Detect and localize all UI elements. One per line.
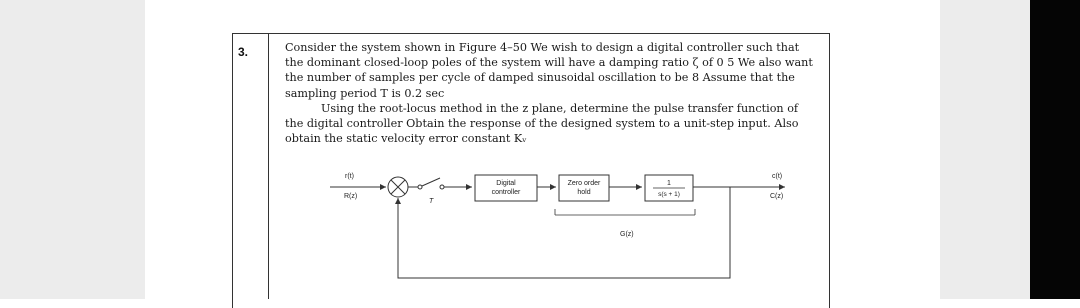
table-column-divider (268, 33, 269, 299)
input-z-label: R(z) (344, 193, 358, 200)
question-text (285, 40, 815, 146)
output-z-label: C(z) (770, 193, 784, 200)
question-paragraph-1: Consider the system shown in Figure 4–50 We wish to design a digital controller such that the dominant closed-loop poles of the system will have a damping ratio ζ of 0 5 We also want the number of samples per cycle of damped sinusoidal oscillation to be 8 Assume that the sampling period T is 0.2 sec (285, 41, 813, 100)
block-diagram (320, 165, 800, 299)
input-time-label: r(t) (345, 173, 354, 180)
right-dark-edge (1030, 0, 1080, 299)
left-background (0, 0, 145, 299)
question-number: 3. (238, 45, 249, 59)
zoh-label-line2: hold (577, 189, 591, 196)
plant-numerator: 1 (667, 180, 671, 187)
zero-order-hold-block (559, 175, 609, 201)
controller-label-line1: Digital (496, 180, 516, 187)
controller-label-line2: controller (491, 189, 521, 196)
output-time-label: c(t) (772, 173, 783, 180)
sampler-label: T (429, 198, 434, 205)
sampler-switch (418, 178, 444, 189)
plant-group-label: G(z) (620, 231, 634, 238)
plant-group-bracket (555, 209, 695, 215)
summing-junction (388, 177, 408, 197)
zoh-label-line1: Zero order (567, 180, 601, 187)
digital-controller-block (475, 175, 537, 201)
question-paragraph-2: Using the root-locus method in the z plane, determine the pulse transfer function of the digital controller Obtain the response of the designed system to a unit-step input. Also obtain the static velocity error constant Kᵥ (285, 101, 799, 146)
plant-denominator: s(s + 1) (658, 191, 680, 198)
